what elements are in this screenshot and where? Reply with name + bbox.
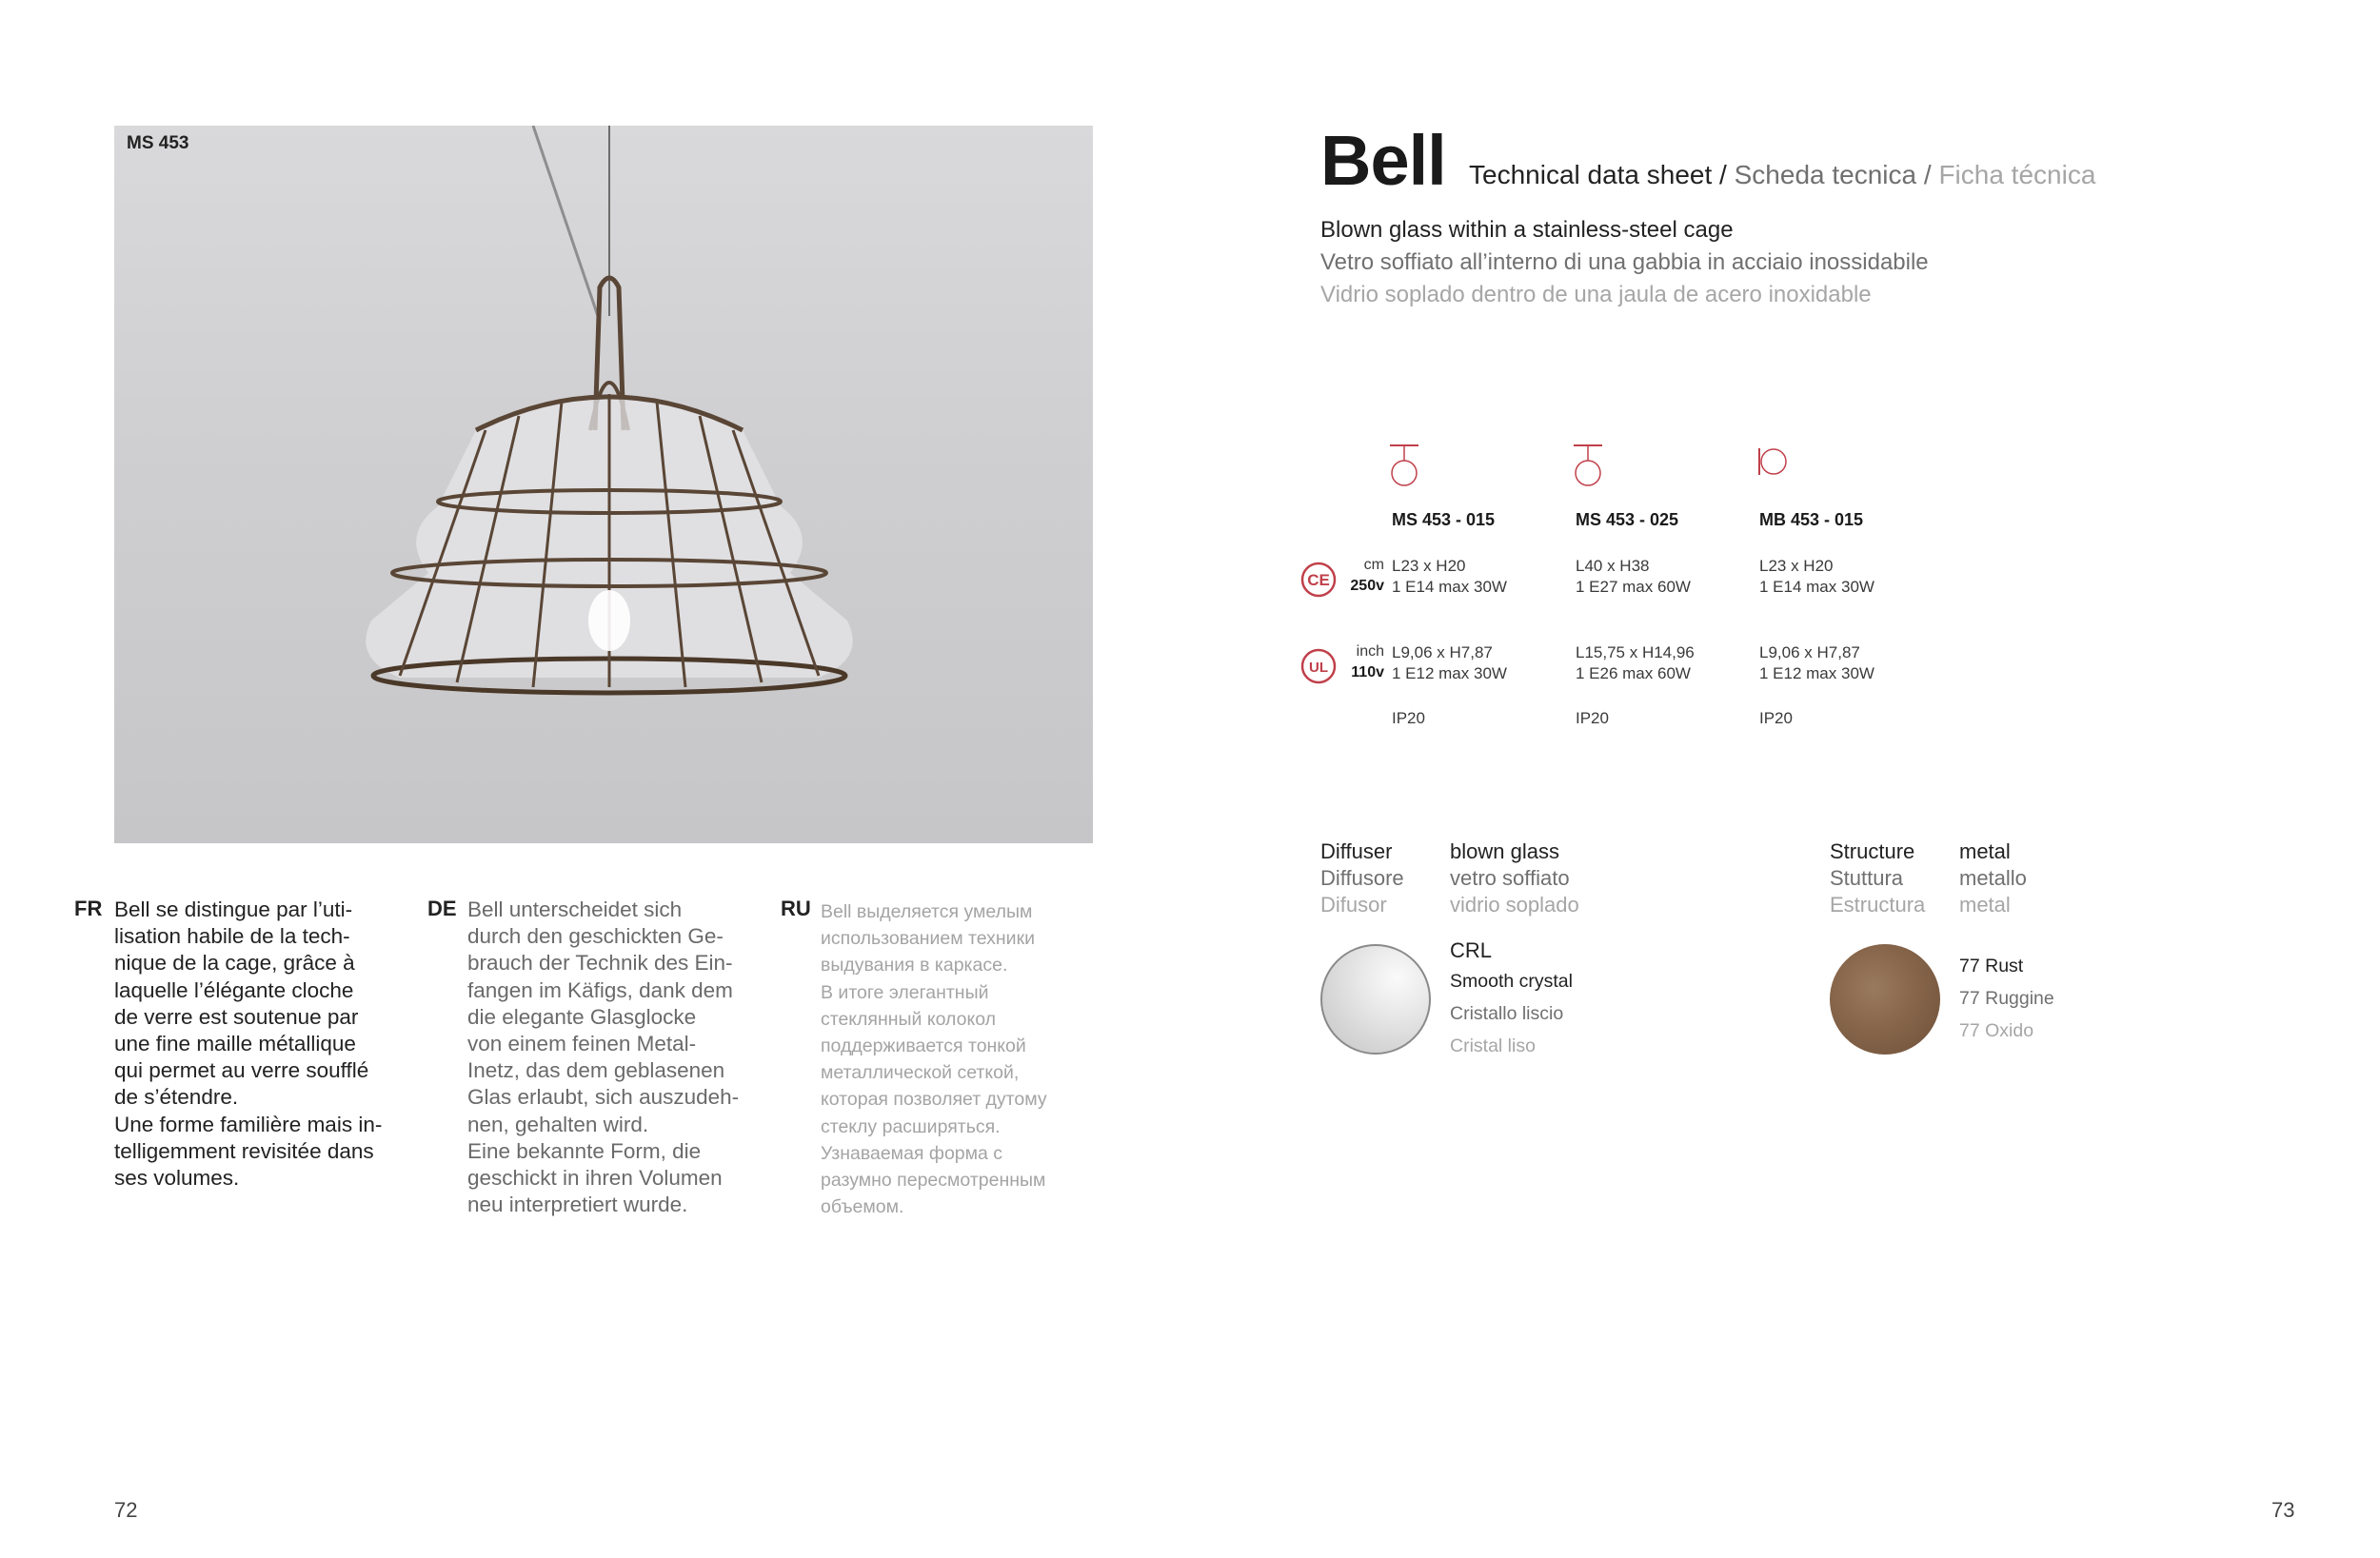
description-fr: Bell se distingue par l’uti- lisation habile de la tech- nique de la cage, grâce à laquelle l’élégante cloche de verre est soutenue par une fine maille métallique qui permet au verre soufflé de s’étendre. Une forme familière mais in- telligemment revisitée dans ses volumes. bbox=[114, 897, 383, 1191]
description-en: Blown glass within a stainless-steel cage bbox=[1320, 217, 1734, 243]
spec-dims: L23 x H20 bbox=[1392, 557, 1466, 575]
spec-cm bbox=[1392, 556, 1507, 598]
subtitle-separator: / bbox=[1916, 160, 1939, 189]
product-title: Bell bbox=[1320, 121, 1446, 200]
model-code: MS 453 - 015 bbox=[1392, 510, 1496, 529]
photo-product-code: MS 453 bbox=[127, 133, 189, 153]
unit-inch: inch bbox=[1356, 643, 1384, 660]
spec-dims: L23 x H20 bbox=[1759, 557, 1834, 575]
description-es: Vidrio soplado dentro de una jaula de acero inoxidable bbox=[1320, 282, 1872, 307]
lang-code-fr: FR bbox=[74, 897, 103, 920]
finish-it: Cristallo liscio bbox=[1450, 1003, 1564, 1024]
value-es: vidrio soplado bbox=[1450, 893, 1579, 917]
finish-en: Smooth crystal bbox=[1450, 971, 1573, 992]
finish-en: 77 Rust bbox=[1959, 956, 2024, 976]
spec-bulb: 1 E12 max 30W bbox=[1759, 664, 1874, 682]
label-es: Estructura bbox=[1830, 893, 1926, 917]
value-it: vetro soffiato bbox=[1450, 866, 1570, 890]
spec-bulb: 1 E27 max 60W bbox=[1576, 578, 1691, 596]
label-en: Structure bbox=[1830, 839, 1915, 863]
subtitle-separator: / bbox=[1712, 160, 1735, 189]
subtitle-en: Technical data sheet bbox=[1469, 160, 1713, 189]
value-it: metallo bbox=[1959, 866, 2027, 890]
svg-text:UL: UL bbox=[1309, 660, 1328, 676]
pendant-lamp-illustration bbox=[114, 126, 1093, 843]
finish-it: 77 Ruggine bbox=[1959, 988, 2054, 1009]
diffuser-labels bbox=[1320, 838, 1404, 918]
spec-dims: L40 x H38 bbox=[1576, 557, 1650, 575]
spec-inch bbox=[1392, 642, 1507, 684]
description-it: Vetro soffiato all’interno di una gabbia in acciaio inossidabile bbox=[1320, 249, 1929, 275]
product-photo bbox=[114, 126, 1093, 843]
label-es: Difusor bbox=[1320, 893, 1387, 917]
svg-text:CE: CE bbox=[1307, 571, 1330, 589]
voltage-250: 250v bbox=[1350, 578, 1384, 594]
spec-bulb: 1 E14 max 30W bbox=[1759, 578, 1874, 596]
finish-es: Cristal liso bbox=[1450, 1035, 1536, 1056]
spec-inch bbox=[1576, 642, 1695, 684]
unit-cm: cm bbox=[1363, 557, 1384, 573]
spec-dims: L15,75 x H14,96 bbox=[1576, 643, 1695, 661]
lang-code-de: DE bbox=[427, 897, 457, 920]
page-number-right: 73 bbox=[2271, 1498, 2295, 1522]
ip-rating: IP20 bbox=[1392, 709, 1425, 727]
structure-values bbox=[1959, 838, 2027, 918]
subtitle-es: Ficha técnica bbox=[1938, 160, 2096, 189]
structure-finish bbox=[1959, 950, 2054, 1047]
spec-inch bbox=[1759, 642, 1874, 684]
spec-bulb: 1 E12 max 30W bbox=[1392, 664, 1507, 682]
ip-rating: IP20 bbox=[1759, 709, 1793, 727]
structure-labels bbox=[1830, 838, 1925, 918]
crl-swatch bbox=[1320, 944, 1431, 1055]
spec-dims: L9,06 x H7,87 bbox=[1759, 643, 1860, 661]
page-number-left: 72 bbox=[114, 1498, 138, 1522]
product-subtitle bbox=[1469, 160, 2095, 190]
description-ru: Bell выделяется умелым использованием техники выдувания в каркасе. В итоге элегантный стеклянный колокол поддерживается тонкой металлической сеткой, которая позволяет дутому стеклу расширяться. Узнаваемая форма с разумно пересмотренным объемом. bbox=[821, 901, 1047, 1218]
ip-rating: IP20 bbox=[1576, 709, 1609, 727]
label-it: Stuttura bbox=[1830, 866, 1904, 890]
lang-code-ru: RU bbox=[781, 897, 811, 920]
pendant-small-icon bbox=[1388, 444, 1420, 487]
subtitle-it: Scheda tecnica bbox=[1734, 160, 1917, 189]
wall-lamp-icon bbox=[1756, 445, 1789, 478]
pendant-large-icon bbox=[1572, 444, 1604, 487]
diffuser-finish bbox=[1450, 965, 1573, 1062]
model-code: MS 453 - 025 bbox=[1576, 510, 1679, 529]
value-en: metal bbox=[1959, 839, 2011, 863]
spec-dims: L9,06 x H7,87 bbox=[1392, 643, 1493, 661]
value-en: blown glass bbox=[1450, 839, 1559, 863]
value-es: metal bbox=[1959, 893, 2011, 917]
spec-bulb: 1 E14 max 30W bbox=[1392, 578, 1507, 596]
voltage-110: 110v bbox=[1351, 664, 1384, 680]
diffuser-values bbox=[1450, 838, 1579, 918]
description-de: Bell unterscheidet sich durch den geschickten Ge- brauch der Technik des Ein- fangen im Käfigs, dank dem die elegante Glasglocke von einem feinen Metal- Inetz, das dem geblasenen Glas erlaubt, sich auszudeh- nen, gehalten wird. Eine bekannte Form, die geschickt in ihren Volumen neu interpretiert wurde. bbox=[467, 897, 740, 1217]
label-en: Diffuser bbox=[1320, 839, 1393, 863]
spec-cm bbox=[1759, 556, 1874, 598]
finish-code-crl: CRL bbox=[1450, 938, 1493, 962]
finish-es: 77 Oxido bbox=[1959, 1020, 2034, 1041]
label-it: Diffusore bbox=[1320, 866, 1404, 890]
model-code: MB 453 - 015 bbox=[1759, 510, 1864, 529]
rust-swatch bbox=[1830, 944, 1940, 1055]
spec-cm bbox=[1576, 556, 1691, 598]
spec-bulb: 1 E26 max 60W bbox=[1576, 664, 1691, 682]
